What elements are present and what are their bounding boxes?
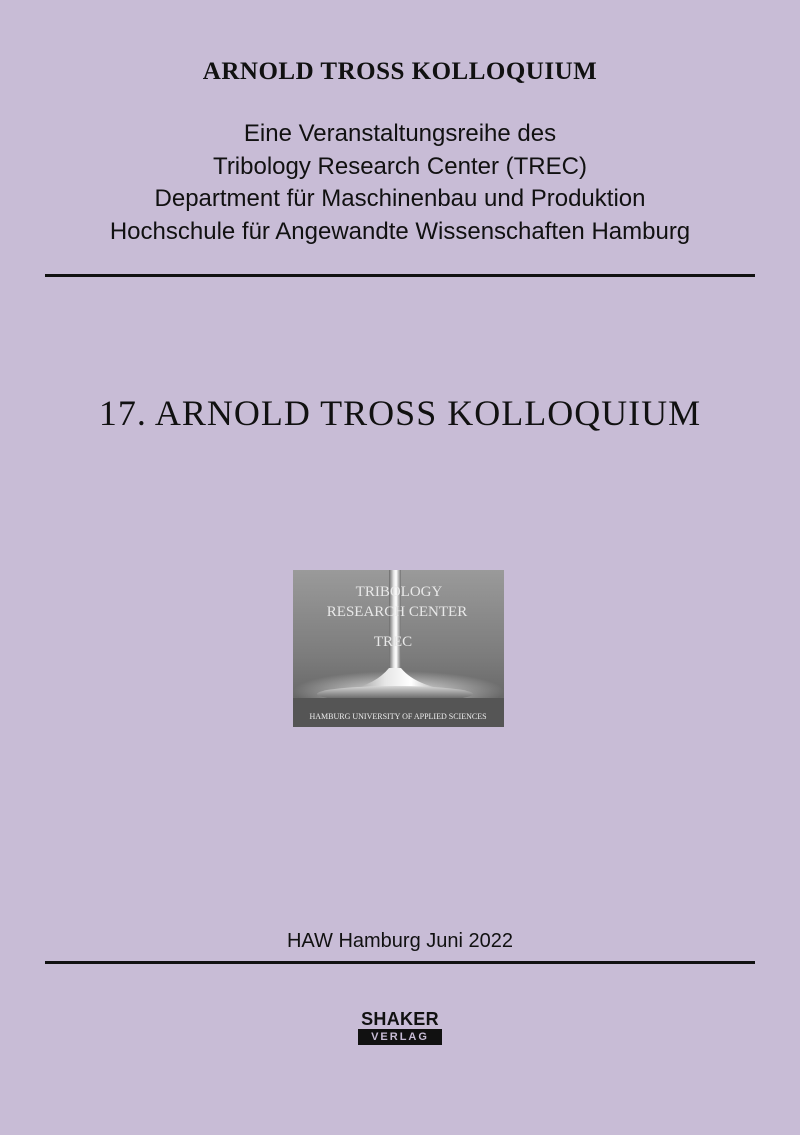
logo-line-1: TRIBOLOGY	[355, 584, 443, 600]
imprint-line: HAW Hamburg Juni 2022	[286, 930, 514, 952]
top-divider	[45, 274, 755, 277]
logo-line-2: RESEARCH CENTER	[326, 604, 468, 620]
subtitle-line: Tribology Research Center (TREC)	[213, 152, 587, 180]
main-title: 17. ARNOLD TROSS KOLLOQUIUM	[98, 393, 702, 433]
publisher-sub: VERLAG	[358, 1029, 442, 1045]
subtitle-line: Eine Veranstaltungsreihe des	[243, 120, 557, 147]
publisher-logo	[358, 1010, 442, 1045]
logo-footer: HAMBURG UNIVERSITY OF APPLIED SCIENCES	[309, 712, 487, 721]
trec-logo-image	[293, 570, 504, 727]
subtitle-block	[0, 118, 800, 248]
subtitle-line: Hochschule für Angewandte Wissenschaften Hamburg	[109, 217, 691, 245]
series-title: ARNOLD TROSS KOLLOQUIUM	[202, 58, 598, 85]
publisher-name: SHAKER	[361, 1009, 439, 1029]
logo-line-3: TREC	[373, 634, 413, 650]
subtitle-line: Department für Maschinenbau und Produktion	[154, 185, 646, 212]
bottom-divider	[45, 961, 755, 964]
